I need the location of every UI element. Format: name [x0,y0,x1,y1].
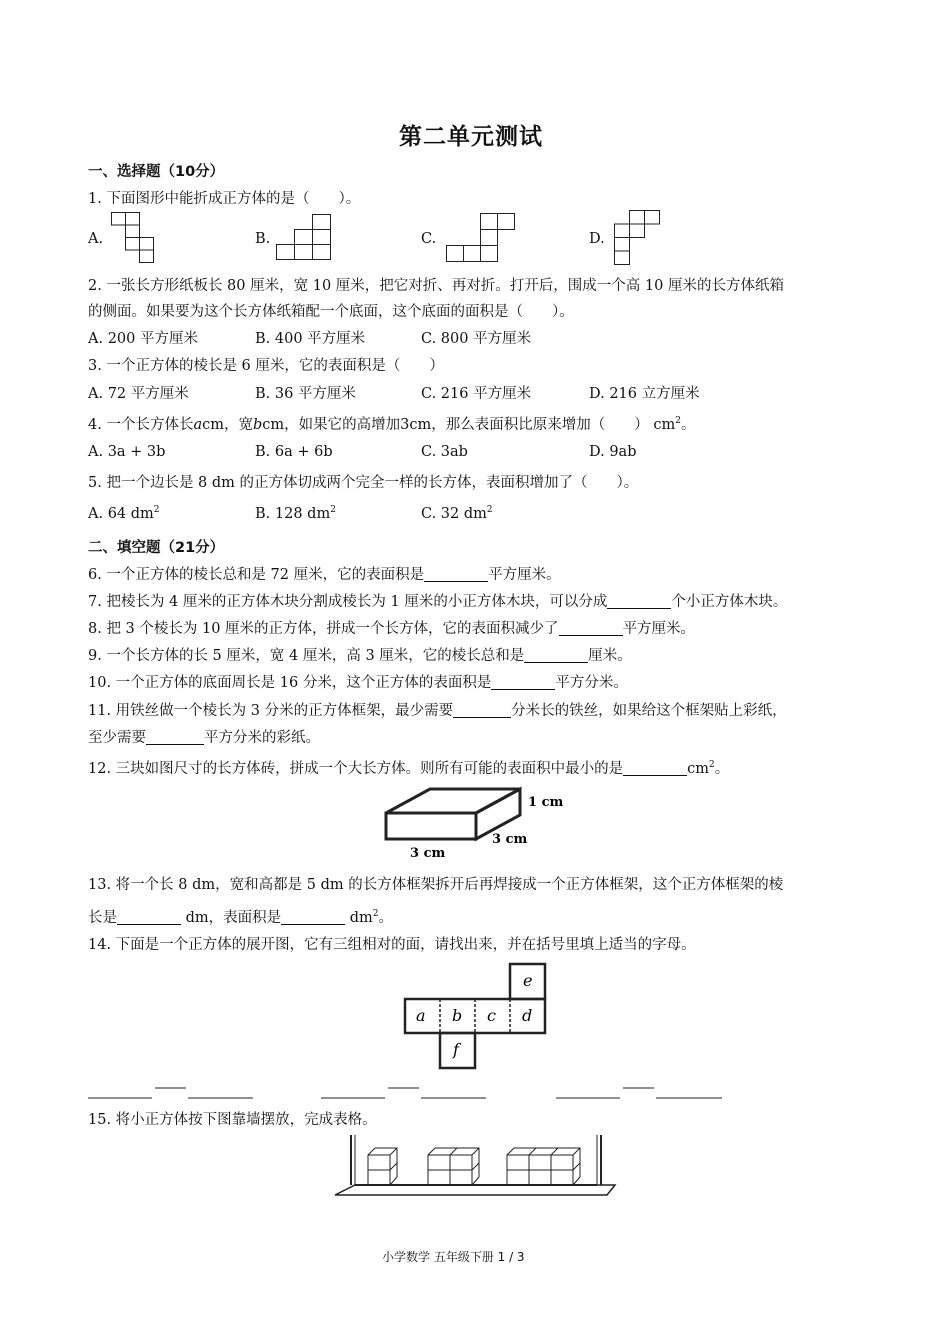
q14-face-a: a [416,1006,426,1025]
q15-stem: 15. 将小正方体按下图靠墙摆放，完成表格。 [88,1112,377,1128]
q2-option-c: C. 800 平方厘米 [421,331,532,347]
q14-face-c: c [487,1006,496,1025]
q15-cube-group-3 [507,1148,580,1185]
q9-blank[interactable] [524,648,588,664]
q13-blank-2[interactable] [281,910,345,926]
q4-option-d: D. 9ab [589,444,637,460]
q11-blank-1[interactable] [453,703,511,719]
page-title: 第二单元测试 [399,124,543,150]
q3-stem: 3. 一个正方体的棱长是 6 厘米，它的表面积是（ ） [88,358,444,374]
q11-line1: 11. 用铁丝做一个棱长为 3 分米的正方体框架，最少需要 分米长的铁丝，如果给这个框架贴上彩纸， [88,703,787,719]
q8-blank[interactable] [559,621,623,637]
page-footer: 小学数学 五年级下册 1 / 3 [382,1250,525,1264]
q12-blank[interactable] [623,761,687,777]
q12-dim-width: 3 cm [492,832,528,847]
q13-line1: 13. 将一个长 8 dm，宽和高都是 5 dm 的长方体框架拆开后再焊接成一个正方体框架，这个正方体框架的棱 [88,877,784,893]
q1-option-b: B. [255,231,271,247]
q6-blank[interactable] [424,567,488,583]
q5-option-c: C. 32 $dm^2$ [421,505,493,522]
q1-stem: 1. 下面图形中能折成正方体的是（ ）。 [88,191,361,207]
q14-face-f: f [453,1040,459,1059]
q11-line2: 至少需要 平方分米的彩纸。 [88,730,320,746]
q7-blank[interactable] [607,594,671,610]
q2-line1: 2. 一张长方形纸板长 80 厘米，宽 10 厘米，把它对折、再对折。打开后，围成一个高 10 厘米的长方体纸箱 [88,278,784,294]
q12-dim-length: 3 cm [410,846,446,861]
q11-blank-2[interactable] [146,730,204,746]
q1-option-c: C. [421,231,437,247]
q3-option-c: C. 216 平方厘米 [421,386,532,402]
q4-option-c: C. 3ab [421,444,468,460]
q10: 10. 一个正方体的底面周长是 16 分米，这个正方体的表面积是 平方分米。 [88,675,628,691]
q1-net-a [111,212,156,264]
q15-cube-group-1 [368,1148,397,1185]
q12-brick-figure [382,785,572,860]
q13-blank-1[interactable] [117,910,181,926]
q1-net-b [275,214,333,262]
q12-dim-height: 1 cm [528,795,564,810]
section-heading-choice: 一、选择题（10分） [88,164,225,180]
q10-blank[interactable] [491,675,555,691]
section-heading-fill: 二、填空题（21分） [88,540,225,556]
q5-option-a: A. 64 $dm^2$ [88,505,160,522]
q12: 12. 三块如图尺寸的长方体砖，拼成一个大长方体。则所有可能的表面积中最小的是 $cm^2$。 [88,760,730,777]
q3-option-b: B. 36 平方厘米 [255,386,356,402]
q14-answer-pairs [88,1086,728,1100]
q15-cube-group-2 [428,1148,479,1185]
q4-option-a: A. 3a + 3b [88,444,166,460]
q1-net-d [611,210,663,268]
q4-stem: 4. 一个长方体长acm，宽bcm，如果它的高增加3cm，那么表面积比原来增加（ ） $cm^2$。 [88,416,696,433]
q2-line2: 的侧面。如果要为这个长方体纸箱配一个底面，这个底面的面积是（ ）。 [88,304,574,320]
q2-option-b: B. 400 平方厘米 [255,331,366,347]
q2-option-a: A. 200 平方厘米 [88,331,198,347]
q5-option-b: B. 128 $dm^2$ [255,505,336,522]
q6: 6. 一个正方体的棱长总和是 72 厘米，它的表面积是 平方厘米。 [88,567,561,583]
q14-face-e: e [523,971,533,990]
q1-option-a: A. [88,231,104,247]
q5-stem: 5. 把一个边长是 8 dm 的正方体切成两个完全一样的长方体，表面积增加了（ ）。 [88,475,639,491]
q14-face-b: b [452,1006,463,1025]
q14-stem: 14. 下面是一个正方体的展开图，它有三组相对的面，请找出来，并在括号里填上适当的字母。 [88,937,696,953]
q1-net-c [444,213,516,263]
q8: 8. 把 3 个棱长为 10 厘米的正方体，拼成一个长方体，它的表面积减少了 平方厘米。 [88,621,696,637]
q4-option-b: B. 6a + 6b [255,444,333,460]
q14-face-d: d [522,1006,533,1025]
q7: 7. 把棱长为 4 厘米的正方体木块分割成棱长为 1 厘米的小正方体木块，可以分成 个小正方体木块。 [88,594,788,610]
q3-option-a: A. 72 平方厘米 [88,386,189,402]
q14-cube-net [404,962,549,1072]
q13-line2: 长是 dm，表面积是 $dm^2$。 [88,909,394,926]
q3-option-d: D. 216 立方厘米 [589,386,700,402]
q1-option-d: D. [589,231,605,247]
q9: 9. 一个长方体的长 5 厘米，宽 4 厘米，高 3 厘米，它的棱长总和是 厘米。 [88,648,632,664]
q15-cubes-figure [335,1133,620,1201]
